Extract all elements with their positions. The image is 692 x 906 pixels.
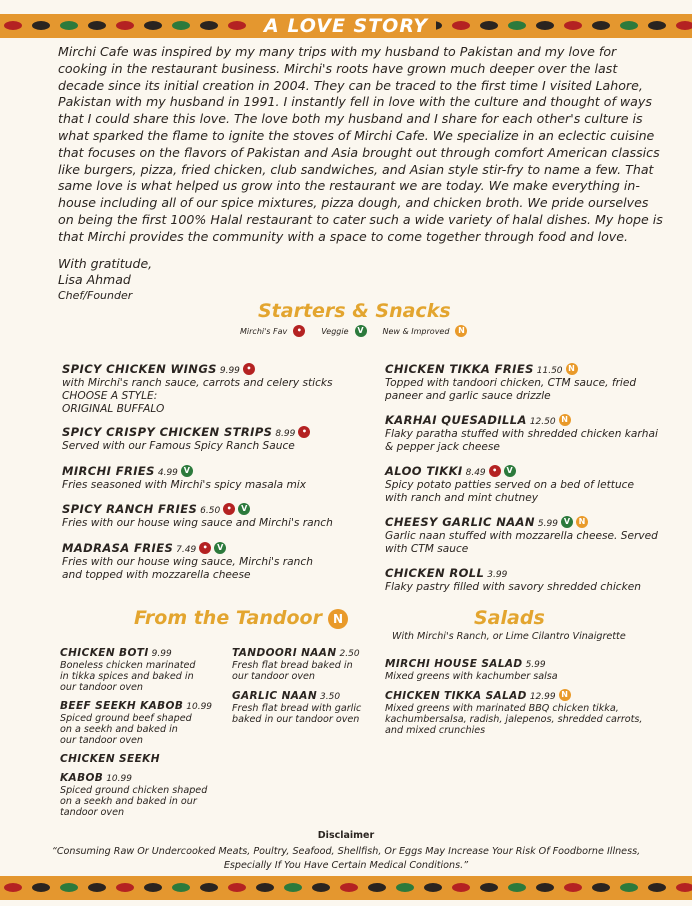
item-desc: in tikka spices and baked in bbox=[60, 671, 194, 682]
new-icon: N bbox=[328, 609, 348, 629]
pattern-dot bbox=[396, 883, 414, 892]
item-desc: baked in our tandoor oven bbox=[232, 714, 360, 725]
salads-subtitle: With Mirchi's Ranch, or Lime Cilantro Vinaigrette bbox=[392, 631, 626, 642]
item-desc: Flaky pastry filled with savory shredded chicken bbox=[385, 581, 641, 593]
new-icon: N bbox=[566, 363, 578, 375]
item-desc: Fries seasoned with Mirchi's spicy masala mix bbox=[62, 479, 307, 491]
item-desc: & pepper jack cheese bbox=[385, 440, 500, 453]
item-desc: with ranch and mint chutney bbox=[385, 491, 539, 504]
pattern-dot bbox=[4, 883, 22, 892]
bottom-dot-pattern bbox=[4, 883, 692, 893]
item-name: CHICKEN ROLL bbox=[385, 566, 485, 580]
item-desc: Flaky paratha stuffed with shredded chicken karhai bbox=[385, 428, 658, 440]
signer-name: Lisa Ahmad bbox=[58, 272, 131, 287]
page-title: A LOVE STORY bbox=[256, 15, 436, 37]
item-desc: Topped with tandoori chicken, CTM sauce, fried bbox=[385, 377, 637, 389]
item-name: ALOO TIKKI bbox=[385, 464, 463, 478]
item-style-label: CHOOSE A STYLE: bbox=[62, 389, 158, 402]
item-desc: with Mirchi's ranch sauce, carrots and celery sticks bbox=[62, 377, 333, 389]
menu-item bbox=[62, 460, 362, 492]
item-name: MADRASA FRIES bbox=[62, 541, 174, 555]
pattern-dot bbox=[88, 883, 106, 892]
pattern-dot bbox=[172, 883, 190, 892]
item-price: 6.50 bbox=[200, 506, 221, 516]
item-name: SPICY CHICKEN WINGS bbox=[62, 362, 217, 376]
pattern-dot bbox=[592, 883, 610, 892]
item-desc: Spicy potato patties served on a bed of lettuce bbox=[385, 479, 635, 491]
menu-item bbox=[385, 562, 675, 594]
pattern-dot bbox=[648, 883, 666, 892]
menu-item bbox=[232, 641, 382, 682]
veggie-icon: V bbox=[504, 465, 516, 477]
veggie-icon: V bbox=[238, 503, 250, 515]
item-price: 5.99 bbox=[537, 519, 558, 529]
item-desc: Fries with our house wing sauce and Mirchi's ranch bbox=[62, 517, 333, 529]
item-price: 12.99 bbox=[529, 692, 556, 702]
item-desc: Served with our Famous Spicy Ranch Sauce bbox=[62, 440, 295, 452]
menu-item bbox=[385, 652, 675, 682]
item-name: CHICKEN BOTI bbox=[60, 647, 149, 659]
menu-item bbox=[60, 641, 230, 693]
item-price: 10.99 bbox=[186, 702, 213, 712]
item-name: MIRCHI HOUSE SALAD bbox=[385, 658, 523, 670]
pattern-dot bbox=[368, 883, 386, 892]
item-price: 3.99 bbox=[487, 570, 508, 580]
item-name: TANDOORI NAAN bbox=[232, 647, 337, 659]
menu-item bbox=[62, 537, 362, 582]
new-icon: N bbox=[559, 689, 571, 701]
item-desc: kachumbersalsa, radish, jalepenos, shredded carrots, bbox=[385, 714, 643, 725]
signer-role: Chef/Founder bbox=[58, 289, 133, 302]
item-price: 8.49 bbox=[465, 468, 486, 478]
item-style-option: ORIGINAL BUFFALO bbox=[62, 402, 165, 415]
pattern-dot bbox=[676, 883, 692, 892]
item-name: CHICKEN SEEKH KABOB bbox=[60, 753, 160, 784]
item-price: 2.50 bbox=[339, 649, 360, 659]
legend bbox=[240, 325, 467, 337]
menu-item bbox=[60, 694, 230, 746]
menu-item bbox=[62, 421, 362, 453]
item-name: CHEESY GARLIC NAAN bbox=[385, 515, 535, 529]
pattern-dot bbox=[144, 883, 162, 892]
item-name: SPICY CRISPY CHICKEN STRIPS bbox=[62, 425, 273, 439]
item-price: 11.50 bbox=[536, 366, 563, 376]
item-name: SPICY RANCH FRIES bbox=[62, 502, 198, 516]
pattern-dot bbox=[228, 883, 246, 892]
starters-title: Starters & Snacks bbox=[258, 300, 451, 322]
new-icon: N bbox=[559, 414, 571, 426]
item-desc: Fresh flat bread with garlic bbox=[232, 703, 362, 714]
love-story-text: Mirchi Cafe was inspired by my many trips with my husband to Pakistan and my love for cooking in the restaurant business. Mirchi's roots have grown much deeper over the last decade since its initial creation in 2004. They can be traced to the first time I visited Lahore, Pakistan with my husband in 1991. I instantly fell in love with the culture and thought of ways that I could share this love. The love both my husband and I share for each other's culture is what sparked the flame to ignite the stoves of Mirchi Cafe. We specialize in an eclectic cuisine that focuses on the flavors of Pakistan and Asia brought out through comfort American classics like burgers, pizza, fried chicken, club sandwiches, and Asian style stir-fry to name a few. That same love is what helped us grow into the restaurant we are today. We make everything in-house including all of our spice mixtures, pizza dough, and chicken broth. We pride ourselves on being the first 100% Halal restaurant to cater such a wide variety of halal dishes. My hope is that Mirchi provides the community with a space to come together through food and love. bbox=[58, 44, 663, 244]
menu-item bbox=[385, 358, 675, 403]
item-price: 5.99 bbox=[525, 660, 546, 670]
item-desc: and mixed crunchies bbox=[385, 725, 486, 736]
new-icon: N bbox=[455, 325, 467, 337]
item-price: 4.99 bbox=[157, 468, 178, 478]
pattern-dot bbox=[536, 883, 554, 892]
pattern-dot bbox=[424, 883, 442, 892]
item-price: 3.50 bbox=[320, 692, 341, 702]
item-desc: tandoor oven bbox=[60, 807, 125, 818]
item-price: 9.99 bbox=[219, 366, 240, 376]
item-desc: paneer and garlic sauce drizzle bbox=[385, 389, 551, 402]
pattern-dot bbox=[200, 883, 218, 892]
item-desc: our tandoor oven bbox=[232, 671, 316, 682]
pattern-dot bbox=[452, 883, 470, 892]
item-name: KARHAI QUESADILLA bbox=[385, 413, 527, 427]
item-desc: on a seekh and baked in bbox=[60, 724, 178, 735]
item-desc: our tandoor oven bbox=[60, 735, 144, 746]
item-name: MIRCHI FRIES bbox=[62, 464, 155, 478]
veggie-icon: V bbox=[214, 542, 226, 554]
veggie-icon: V bbox=[355, 325, 367, 337]
item-desc: Fresh flat bread baked in bbox=[232, 660, 353, 671]
pattern-dot bbox=[620, 883, 638, 892]
veggie-icon: V bbox=[561, 516, 573, 528]
menu-item bbox=[385, 511, 675, 556]
tandoor-title bbox=[134, 607, 348, 629]
pattern-dot bbox=[312, 883, 330, 892]
pattern-dot bbox=[32, 883, 50, 892]
tandoor-title-text: From the Tandoor bbox=[134, 607, 322, 629]
pattern-dot bbox=[284, 883, 302, 892]
new-icon: N bbox=[576, 516, 588, 528]
top-banner bbox=[0, 14, 692, 38]
chili-icon: • bbox=[298, 426, 310, 438]
menu-item bbox=[385, 460, 675, 505]
item-name: CHICKEN TIKKA SALAD bbox=[385, 690, 527, 702]
legend-veg-label: Veggie bbox=[321, 326, 349, 336]
item-desc: with CTM sauce bbox=[385, 542, 469, 555]
pattern-dot bbox=[508, 883, 526, 892]
item-desc: Fries with our house wing sauce, Mirchi's ranch bbox=[62, 556, 313, 568]
menu-item bbox=[232, 684, 382, 725]
item-desc: Mixed greens with marinated BBQ chicken tikka, bbox=[385, 703, 619, 714]
item-desc: Boneless chicken marinated bbox=[60, 660, 196, 671]
pattern-dot bbox=[480, 883, 498, 892]
pattern-dot bbox=[256, 883, 274, 892]
chili-icon: • bbox=[489, 465, 501, 477]
chili-icon: • bbox=[243, 363, 255, 375]
menu-item bbox=[385, 409, 675, 454]
pattern-dot bbox=[340, 883, 358, 892]
menu-item bbox=[62, 358, 362, 415]
chili-icon: • bbox=[223, 503, 235, 515]
closing: With gratitude, bbox=[58, 256, 153, 271]
salads-title: Salads bbox=[474, 607, 545, 629]
bottom-banner bbox=[0, 876, 692, 900]
legend-new-label: New & Improved bbox=[382, 326, 450, 336]
menu-item bbox=[60, 747, 230, 818]
item-price: 7.49 bbox=[176, 545, 197, 555]
item-price: 9.99 bbox=[151, 649, 172, 659]
chili-icon: • bbox=[199, 542, 211, 554]
item-desc: Spiced ground beef shaped bbox=[60, 713, 192, 724]
item-desc: Garlic naan stuffed with mozzarella cheese. Served bbox=[385, 530, 658, 542]
pattern-dot bbox=[564, 883, 582, 892]
disclaimer-title: Disclaimer bbox=[317, 830, 375, 841]
legend-fav-label: Mirchi's Fav bbox=[240, 326, 288, 336]
item-desc: on a seekh and baked in our bbox=[60, 796, 197, 807]
disclaimer-text: “Consuming Raw Or Undercooked Meats, Poultry, Seafood, Shellfish, Or Eggs May Increase Your Risk Of Foodborne Illness, Especially If You Have Certain Medical Conditions.” bbox=[51, 846, 641, 871]
item-price: 8.99 bbox=[275, 429, 296, 439]
veggie-icon: V bbox=[181, 465, 193, 477]
chili-icon: • bbox=[293, 325, 305, 337]
item-desc: our tandoor oven bbox=[60, 682, 144, 693]
pattern-dot bbox=[60, 883, 78, 892]
menu-item bbox=[385, 684, 675, 736]
pattern-dot bbox=[116, 883, 134, 892]
menu-item bbox=[62, 498, 362, 530]
item-price: 12.50 bbox=[529, 417, 556, 427]
item-desc: Spiced ground chicken shaped bbox=[60, 785, 208, 796]
item-price: 10.99 bbox=[106, 774, 132, 784]
item-name: GARLIC NAAN bbox=[232, 690, 318, 702]
item-desc: Mixed greens with kachumber salsa bbox=[385, 671, 558, 682]
item-name: BEEF SEEKH KABOB bbox=[60, 700, 184, 712]
item-desc: and topped with mozzarella cheese bbox=[62, 568, 251, 581]
signature bbox=[58, 256, 152, 304]
item-name: CHICKEN TIKKA FRIES bbox=[385, 362, 534, 376]
